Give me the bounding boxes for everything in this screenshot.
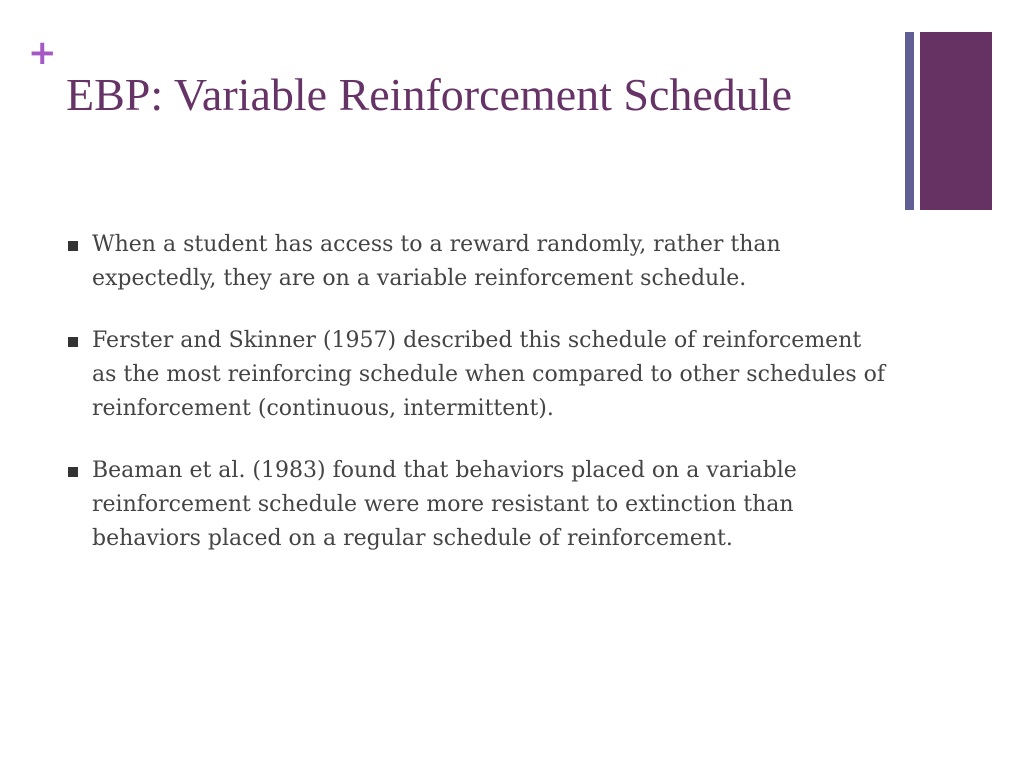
bullet-text: Beaman et al. (1983) found that behaviors placed on a variable reinforcement schedule were more resistant to extinction than behaviors placed on a regular schedule of reinforcement. [92,458,797,551]
slide-title: EBP: Variable Reinforcement Schedule [66,69,793,120]
bullet-item [66,454,886,556]
square-bullet-icon [68,337,78,347]
decorative-bar-thin [905,32,914,210]
square-bullet-icon [68,467,78,477]
square-bullet-icon [68,241,78,251]
bullet-text: When a student has access to a reward randomly, rather than expectedly, they are on a variable reinforcement schedule. [92,232,781,291]
bullet-item [66,324,886,426]
bullet-item [66,228,886,296]
decorative-bar-wide [920,32,992,210]
plus-icon: + [28,33,57,73]
bullet-list [66,228,886,584]
bullet-text: Ferster and Skinner (1957) described this schedule of reinforcement as the most reinforcing schedule when compared to other schedules of reinforcement (continuous, intermittent). [92,328,886,421]
